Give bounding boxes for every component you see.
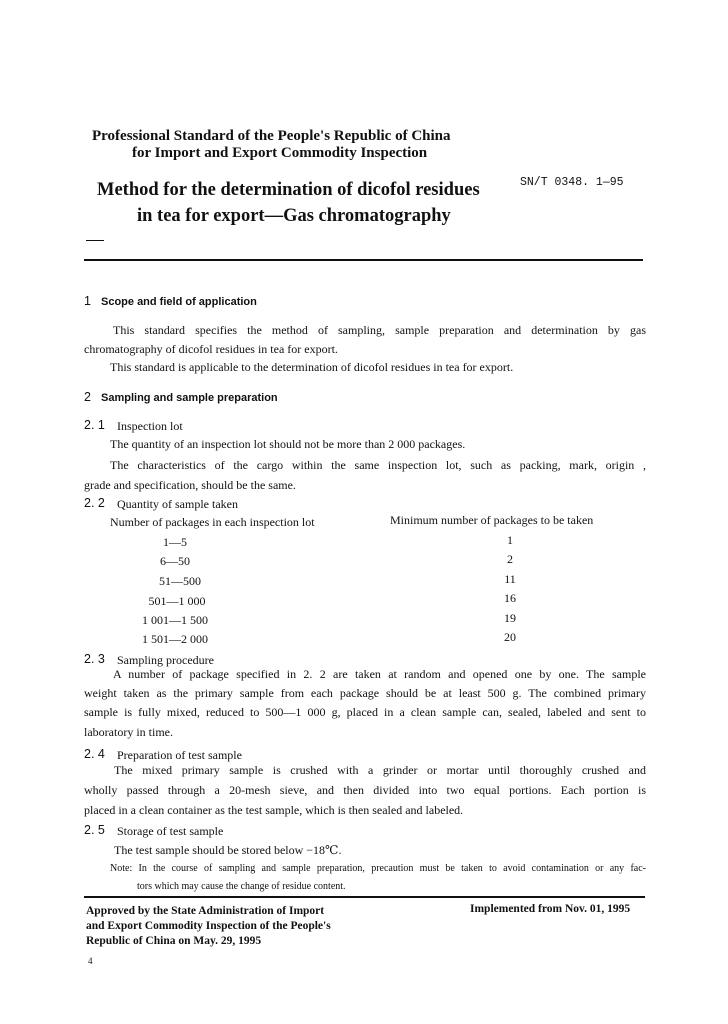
paragraph-line: A number of package specified in 2. 2 are taken at random and opened one by one. The sample <box>113 667 646 681</box>
paragraph-line: laboratory in time. <box>84 725 173 739</box>
paragraph-line: The quantity of an inspection lot should not be more than 2 000 packages. <box>110 437 466 451</box>
table-header-min: Minimum number of packages to be taken <box>390 513 594 527</box>
paragraph-line: The characteristics of the cargo within the same inspection lot, such as packing, mark, origin , <box>110 458 646 472</box>
subsection-heading: Quantity of sample taken <box>117 497 238 511</box>
subsection-number: 2. 5 <box>84 823 105 837</box>
standard-code: SN/T 0348. 1—95 <box>520 176 624 189</box>
subsection-heading: Inspection lot <box>117 419 183 433</box>
approval-line3: Republic of China on May. 29, 1995 <box>86 935 262 947</box>
table-cell-lot: 6—50 <box>160 554 190 568</box>
note-line: Note: In the course of sampling and sample preparation, precaution must be taken to avoid contamination or any fac- <box>110 863 646 874</box>
method-title-line2: in tea for export—Gas chromatography <box>137 206 451 226</box>
paragraph-line: grade and specification, should be the same. <box>84 478 296 492</box>
table-cell-min: 16 <box>504 591 516 605</box>
table-header-lot: Number of packages in each inspection lot <box>110 515 315 529</box>
section-number: 2 <box>84 390 91 404</box>
paragraph-line: sample is fully mixed, reduced to 500—1 000 g, placed in a clean sample can, sealed, labeled and sent to <box>84 705 646 719</box>
note-line: tors which may cause the change of residue content. <box>137 881 346 892</box>
table-cell-min: 1 <box>507 533 513 547</box>
table-cell-lot: 1 001—1 500 <box>142 613 208 627</box>
method-title-line1: Method for the determination of dicofol residues <box>97 180 480 200</box>
subsection-heading: Preparation of test sample <box>117 748 242 762</box>
approval-line1: Approved by the State Administration of Import <box>86 905 325 917</box>
table-cell-min: 19 <box>504 611 516 625</box>
table-cell-lot: 501—1 000 <box>148 594 206 608</box>
table-cell-min: 2 <box>507 552 513 566</box>
subsection-number: 2. 2 <box>84 496 105 510</box>
standard-title-line2: for Import and Export Commodity Inspection <box>132 145 428 161</box>
table-cell-lot: 1—5 <box>163 535 187 549</box>
page-number: 4 <box>88 956 93 966</box>
paragraph-line: wholly passed through a 20-mesh sieve, and then divided into two equal portions. Each portion is <box>84 783 646 797</box>
scan-mark <box>86 240 104 241</box>
table-cell-min: 11 <box>504 572 516 586</box>
standard-title-line1: Professional Standard of the People's Republic of China <box>92 128 451 144</box>
section-heading: Sampling and sample preparation <box>101 392 278 404</box>
footer-rule <box>84 896 645 898</box>
subsection-heading: Storage of test sample <box>117 824 224 838</box>
implementation-date: Implemented from Nov. 01, 1995 <box>470 903 631 915</box>
subsection-number: 2. 3 <box>84 652 105 666</box>
section-heading: Scope and field of application <box>101 296 257 308</box>
paragraph-line: This standard specifies the method of sampling, sample preparation and determination by gas <box>113 323 646 337</box>
subsection-number: 2. 1 <box>84 418 105 432</box>
table-cell-lot: 1 501—2 000 <box>142 632 208 646</box>
paragraph-line: This standard is applicable to the determination of dicofol residues in tea for export. <box>110 360 514 374</box>
paragraph-line: weight taken as the primary sample from each package should be at least 500 g. The combined primary <box>84 686 646 700</box>
subsection-heading: Sampling procedure <box>117 653 214 667</box>
table-cell-lot: 51—500 <box>159 574 201 588</box>
paragraph-line: placed in a clean container as the test sample, which is then sealed and labeled. <box>84 803 464 817</box>
header-rule <box>84 259 643 261</box>
approval-line2: and Export Commodity Inspection of the People's <box>86 920 331 932</box>
paragraph-line: The test sample should be stored below −18℃. <box>114 843 342 857</box>
paragraph-line: The mixed primary sample is crushed with a grinder or mortar until thoroughly crushed and <box>114 763 646 777</box>
subsection-number: 2. 4 <box>84 747 105 761</box>
paragraph-line: chromatography of dicofol residues in tea for export. <box>84 342 338 356</box>
table-cell-min: 20 <box>504 630 516 644</box>
section-number: 1 <box>84 294 91 308</box>
